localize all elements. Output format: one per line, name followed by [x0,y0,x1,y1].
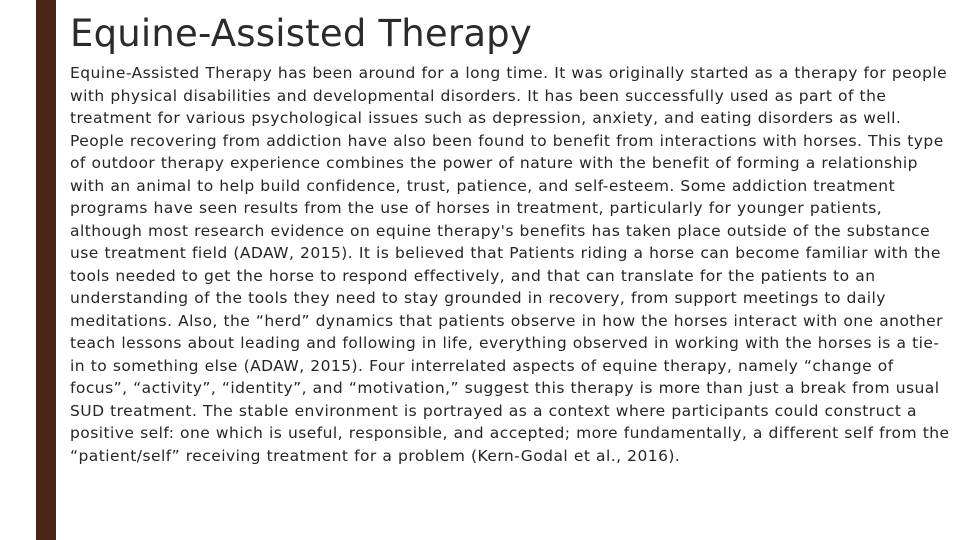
accent-band [36,0,56,540]
slide-body-text: Equine-Assisted Therapy has been around for a long time. It was originally started as a therapy for people with physical disabilities and developmental disorders. It has been successfully used as part of the treatment for various psychological issues such as depression, anxiety, and eating disorders as well. People recovering from addiction have also been found to benefit from interactions with horses. This type of outdoor therapy experience combines the power of nature with the benefit of forming a relationship with an animal to help build confidence, trust, patience, and self-esteem. Some addiction treatment programs have seen results from the use of horses in treatment, particularly for younger patients, although most research evidence on equine therapy's benefits has taken place outside of the substance use treatment field (ADAW, 2015). It is believed that Patients riding a horse can become familiar with the tools needed to get the horse to respond effectively, and that can translate for the patients to an understanding of the tools they need to stay grounded in recovery, from support meetings to daily meditations. Also, the “herd” dynamics that patients observe in how the horses interact with one another teach lessons about leading and following in life, everything observed in working with the horses is a tie-in to something else (ADAW, 2015). Four interrelated aspects of equine therapy, namely “change of focus”, “activity”, “identity”, and “motivation,” suggest this therapy is more than just a break from usual SUD treatment. The stable environment is portrayed as a context where participants could construct a positive self: one which is useful, responsible, and accepted; more fundamentally, a different self from the “patient/self” receiving treatment for a problem (Kern-Godal et al., 2016). [70,64,950,465]
slide-title: Equine-Assisted Therapy [70,12,532,55]
